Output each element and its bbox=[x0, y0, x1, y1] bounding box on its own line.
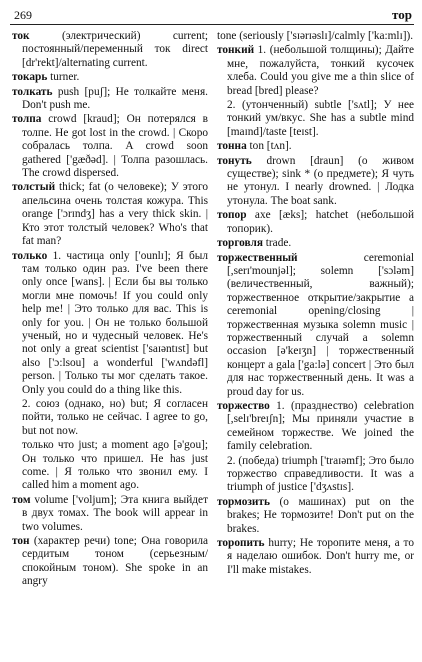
page-number: 269 bbox=[14, 8, 32, 22]
entry-headword: толстый bbox=[12, 181, 56, 194]
entry-headword: том bbox=[12, 493, 31, 506]
entry-headword: тонкий bbox=[217, 44, 255, 57]
dictionary-entry bbox=[12, 535, 208, 589]
dictionary-entry bbox=[12, 71, 208, 84]
dictionary-entry bbox=[217, 537, 414, 577]
page-header bbox=[0, 2, 422, 24]
running-head: тор bbox=[392, 7, 412, 22]
entry-definition: push [puʃ]; Не толкайте меня. Don't push me. bbox=[22, 85, 208, 112]
entry-headword: толкать bbox=[12, 85, 53, 98]
dictionary-entry bbox=[217, 252, 414, 399]
entry-sense: только что just; a moment ago [ə'gou]; Он только что пришел. He has just come. | Я только что звонил ему. I called him a moment ago. bbox=[22, 439, 208, 492]
entry-headword: торжество bbox=[217, 399, 270, 412]
entry-headword: торжественный bbox=[217, 251, 298, 264]
header-rule bbox=[10, 24, 414, 25]
right-column bbox=[217, 30, 414, 656]
entry-definition: axe [æks]; hatchet (небольшой топорик). bbox=[227, 209, 414, 235]
dictionary-entry bbox=[12, 113, 208, 180]
entry-headword: тон bbox=[12, 535, 30, 548]
entry-sense: 2. (утонченный) subtle ['sʌtl]; У нее тонкий ум/вкус. She has a subtle mind [maɪnd]/taste [teɪst]. bbox=[227, 99, 414, 138]
entry-definition: 1. частица only ['ounlɪ]; Я был там только один раз. I've been there only once [wans]. | Если бы вы только могли мне помочь! If you could only help me! | Это только для вас. This is only for you. | Он не только большой ученый, но и чудесный человек. He's not only a great scientist ['saɪəntɪst] but also ['ɔ:lsou] a wonderful ['wʌndəfl] person. | Только ты мог сделать такое. Only you could do a thing like this. bbox=[22, 249, 208, 396]
entry-definition: (электрический) current; постоянный/переменный ток direct [dr'rekt]/alternating current. bbox=[22, 30, 208, 69]
entry-definition: (характер речи) tone; Она говорила сердитым тоном (серьезным/спокойным тоном). She spoke in an angry bbox=[22, 535, 208, 588]
entry-definition: drown [draun] (о живом существе); sink * (о предмете); Я чуть не утонул. I nearly drowned. | Лодка утонула. The boat sank. bbox=[227, 154, 414, 207]
entry-definition: ton [tʌn]. bbox=[246, 140, 292, 153]
entry-headword: торговля bbox=[217, 237, 263, 250]
dictionary-entry bbox=[217, 155, 414, 209]
left-column bbox=[12, 30, 208, 656]
entry-definition: (о машинах) put on the brakes; Не тормозите! Don't put on the brakes. bbox=[227, 495, 414, 535]
entry-headword: толпа bbox=[12, 113, 42, 126]
entry-definition: 1. (небольшой толщины); Дайте мне, пожалуйста, тонкий кусочек хлеба. Could you give me a thin slice of bread [bred] please? bbox=[227, 44, 414, 97]
entry-continuation: tone (seriously ['sɪərɪəslɪ]/calmly ['ka:mlɪ]). bbox=[217, 30, 414, 42]
entry-sense: 2. союз (однако, но) but; Я согласен пойти, только не сейчас. I agree to go, but not now. bbox=[22, 397, 208, 437]
entry-sense: 2. (победа) triumph ['traɪəmf]; Это было торжество справедливости. It was a triumph of justice ['dʒʌstɪs]. bbox=[227, 454, 414, 494]
entry-definition: ceremonial [,serɪ'mounjəl]; solemn ['sɔləm] (величественный, важный); торжественное открытие/закрытие a ceremonial opening/closing | торжественная музыка solemn music | торжественный случай a solemn occasion [ə'keɪʒn] | торжественный концерт a gala ['ga:lə] concert | Это был для нас торжественный день. It was a proud day for us. bbox=[227, 251, 414, 398]
entry-headword: тонуть bbox=[217, 154, 252, 167]
dictionary-entry bbox=[217, 237, 414, 250]
dictionary-entry bbox=[217, 209, 414, 236]
entry-headword: тормозить bbox=[217, 495, 270, 508]
entry-definition: 1. (празднество) celebration [,selɪ'breɪʃn]; Мы приняли участие в семейном торжестве. We joined the family celebration. bbox=[227, 399, 414, 453]
dictionary-entry bbox=[217, 496, 414, 536]
dictionary-entry bbox=[12, 86, 208, 113]
entry-headword: токарь bbox=[12, 71, 48, 84]
entry-headword: торопить bbox=[217, 537, 265, 550]
dictionary-entry bbox=[12, 30, 208, 70]
entry-definition: crowd [kraud]; Он потерялся в толпе. He got lost in the crowd. | Скоро собралась толпа. A crowd soon gathered ['gæðəd]. | Толпа разошлась. The crowd dispersed. bbox=[22, 113, 208, 180]
entry-definition: turner. bbox=[47, 71, 80, 84]
entry-headword: ток bbox=[12, 30, 30, 42]
entry-definition: volume ['voljum]; Эта книга выйдет в двух томах. The book will appear in two volumes. bbox=[22, 493, 208, 533]
entry-headword: топор bbox=[217, 209, 247, 222]
entry-headword: только bbox=[12, 249, 48, 262]
dictionary-entry bbox=[12, 250, 208, 397]
dictionary-entry bbox=[12, 181, 208, 248]
entry-definition: thick; fat (о человеке); У этого апельсина очень толстая кожура. This orange ['ɔrɪndʒ] has a very thick skin. | Кто этот толстый человек? Who's that fat man? bbox=[22, 181, 208, 248]
entry-definition: trade. bbox=[262, 237, 292, 250]
dictionary-entry bbox=[12, 494, 208, 534]
dictionary-entry bbox=[217, 140, 414, 153]
entry-headword: тонна bbox=[217, 140, 247, 153]
dictionary-entry bbox=[217, 44, 414, 98]
dictionary-entry bbox=[217, 400, 414, 454]
entry-definition: hurry; Не торопите меня, а то я наделаю ошибок. Don't hurry me, or I'll make mistakes. bbox=[227, 537, 414, 576]
